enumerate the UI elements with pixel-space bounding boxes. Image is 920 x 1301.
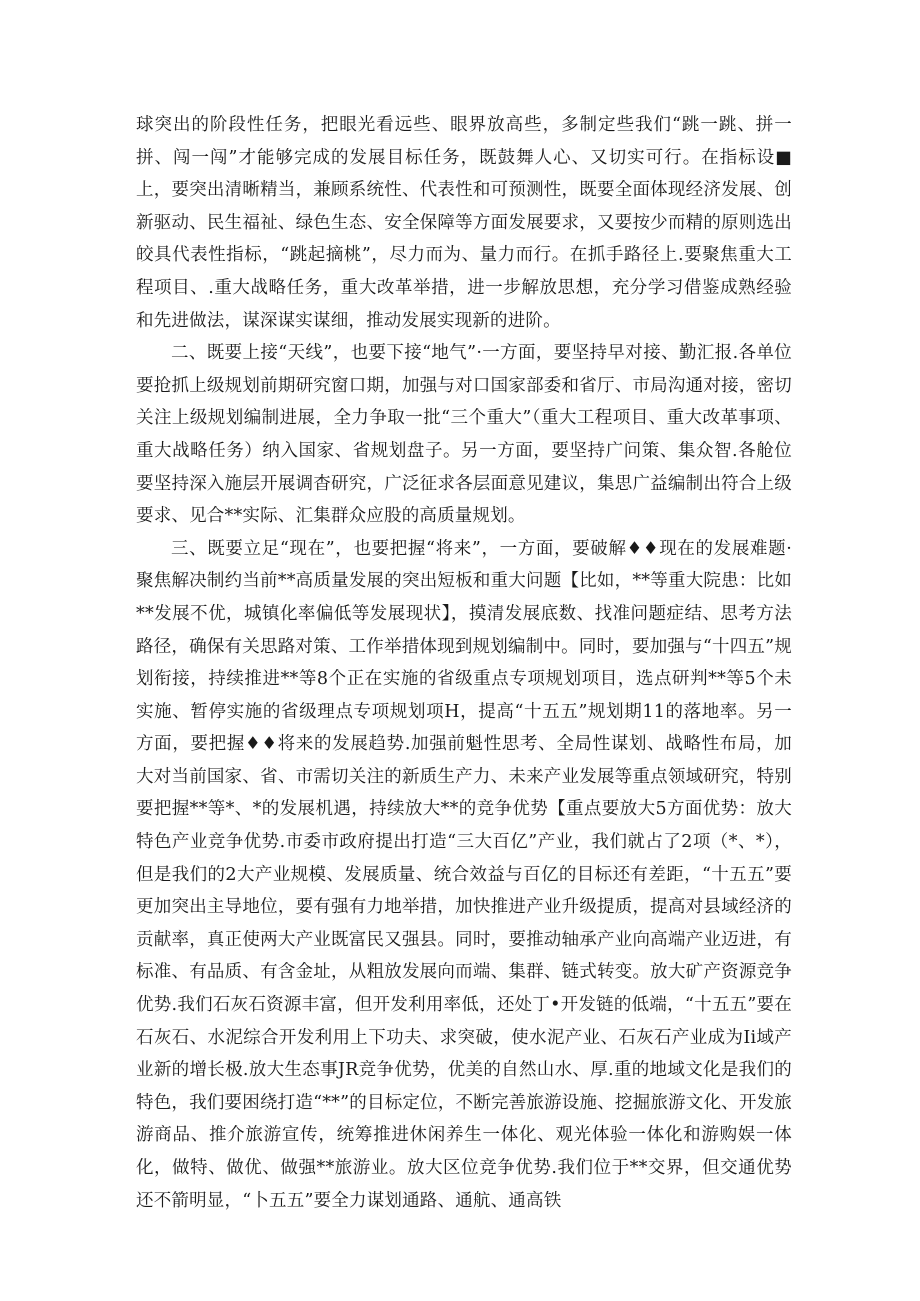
- paragraph-section-two: 二、既要上接“天线”，也要下接“地气”·一方面，要坚持早对接、勤汇报.各单位要抢抓上级规划前期研究窗口期，加强与对口国家部委和省厅、市局沟通对接，密切关注上级规划编制进展，全力争取一批“三个重大”（重大工程项目、重大改革事项、重大战略任务）纳入国家、省规划盘子。另一方面，要坚持广问策、集众智.各舱位要坚持深入施层开展调杳研究，广泛征求各层面意见建议，集思广益编制出符合上级要求、见合**实际、汇集群众应股的高质量规划。: [136, 343, 792, 527]
- paragraph-continuation: 球突出的阶段性任务，把眼光看远些、眼界放高些，多制定些我们“跳一跳、拼一拼、闯一闯”才能够完成的发展目标任务，既鼓舞人心、又切实可行。在指标设■上，要突出清晰精当，兼顾系统性、代表性和可预测性，既要全面体现经济发展、创新驱动、民生福祉、绿色生态、安全保障等方面发展要求，又要按少而精的原则选出皎具代表性指标，“跳起摘桃”，尽力而为、量力而行。在抓手路径上.要聚焦重大工程项目、.重大战略任务，重大改革举措，进一步解放思想，充分学习借鉴成熟经验和先进做法，谋深谋实谋细，推动发展实现新的进阶。: [136, 115, 792, 331]
- document-page: [136, 109, 792, 1217]
- paragraph-section-three: 三、既要立足“现在”，也要把握“将来”，一方面，要破解♦♦现在的发展难题·聚焦解决制约当前**高质量发展的突出短板和重大问题【比如，**等重大院患：比如**发展不优，城镇化率偏低等发展现状】，摸清发展底数、找准问题症结、思考方法路径，确保有关思路对策、工作举措体现到规划编制中。同时，要加强与“十四五”规划衔接，持续推进**等8个正在实施的省级重点专项规划项目，选点研判**等5个未实施、暂停实施的省级理点专项规划项H，提高“十五五”规划期11的落地率。另一方面，要把握♦♦将来的发展趋势.加强前魁性思考、全局性谋划、战略性布局，加大对当前国家、省、市需切关注的新质生产力、未来产业发展等重点领域研究，特别要把握**等*、*的发展机遇，持续放大**的竞争优势【重点要放大5方面优势：放大特色产业竞争优势.市委市政府提出打造“三大百亿”产业，我们就占了2项（*、*），但是我们的2大产业规模、发展质量、统合效益与百亿的目标还有差距，“十五五”要更加突出主导地位，要有强有力地举措，加快推进产业升级提质，提高对县域经济的贡献率，真正使两大产业既富民又强县。同时，要推动轴承产业向高端产业迈进，有标准、有品质、有含金址，从粗放发展向而端、集群、链式转变。放大矿产资源竞争优势.我们石灰石资源丰富，但开发利用率低，还处丁•开发链的低端，“十五五”要在石灰石、水泥综合开发利用上下功夫、求突破，使水泥产业、石灰石产业成为Ii域产业新的增长极.放大生态事JR竞争优势，优美的自然山水、厚.重的地域文化是我们的特色，我们要困绕打造“**”的目标定位，不断完善旅游设施、挖掘旅游文化、开发旅游商品、推介旅游宣传，统筹推进休闲养生一体化、观光体验一体化和游购娱一体化，做特、做优、做强**旅游业。放大区位竞争优势.我们位于**交界，但交通优势还不箭明显，“卜五五”要全力谋划通路、通航、通高铁: [136, 538, 792, 1211]
